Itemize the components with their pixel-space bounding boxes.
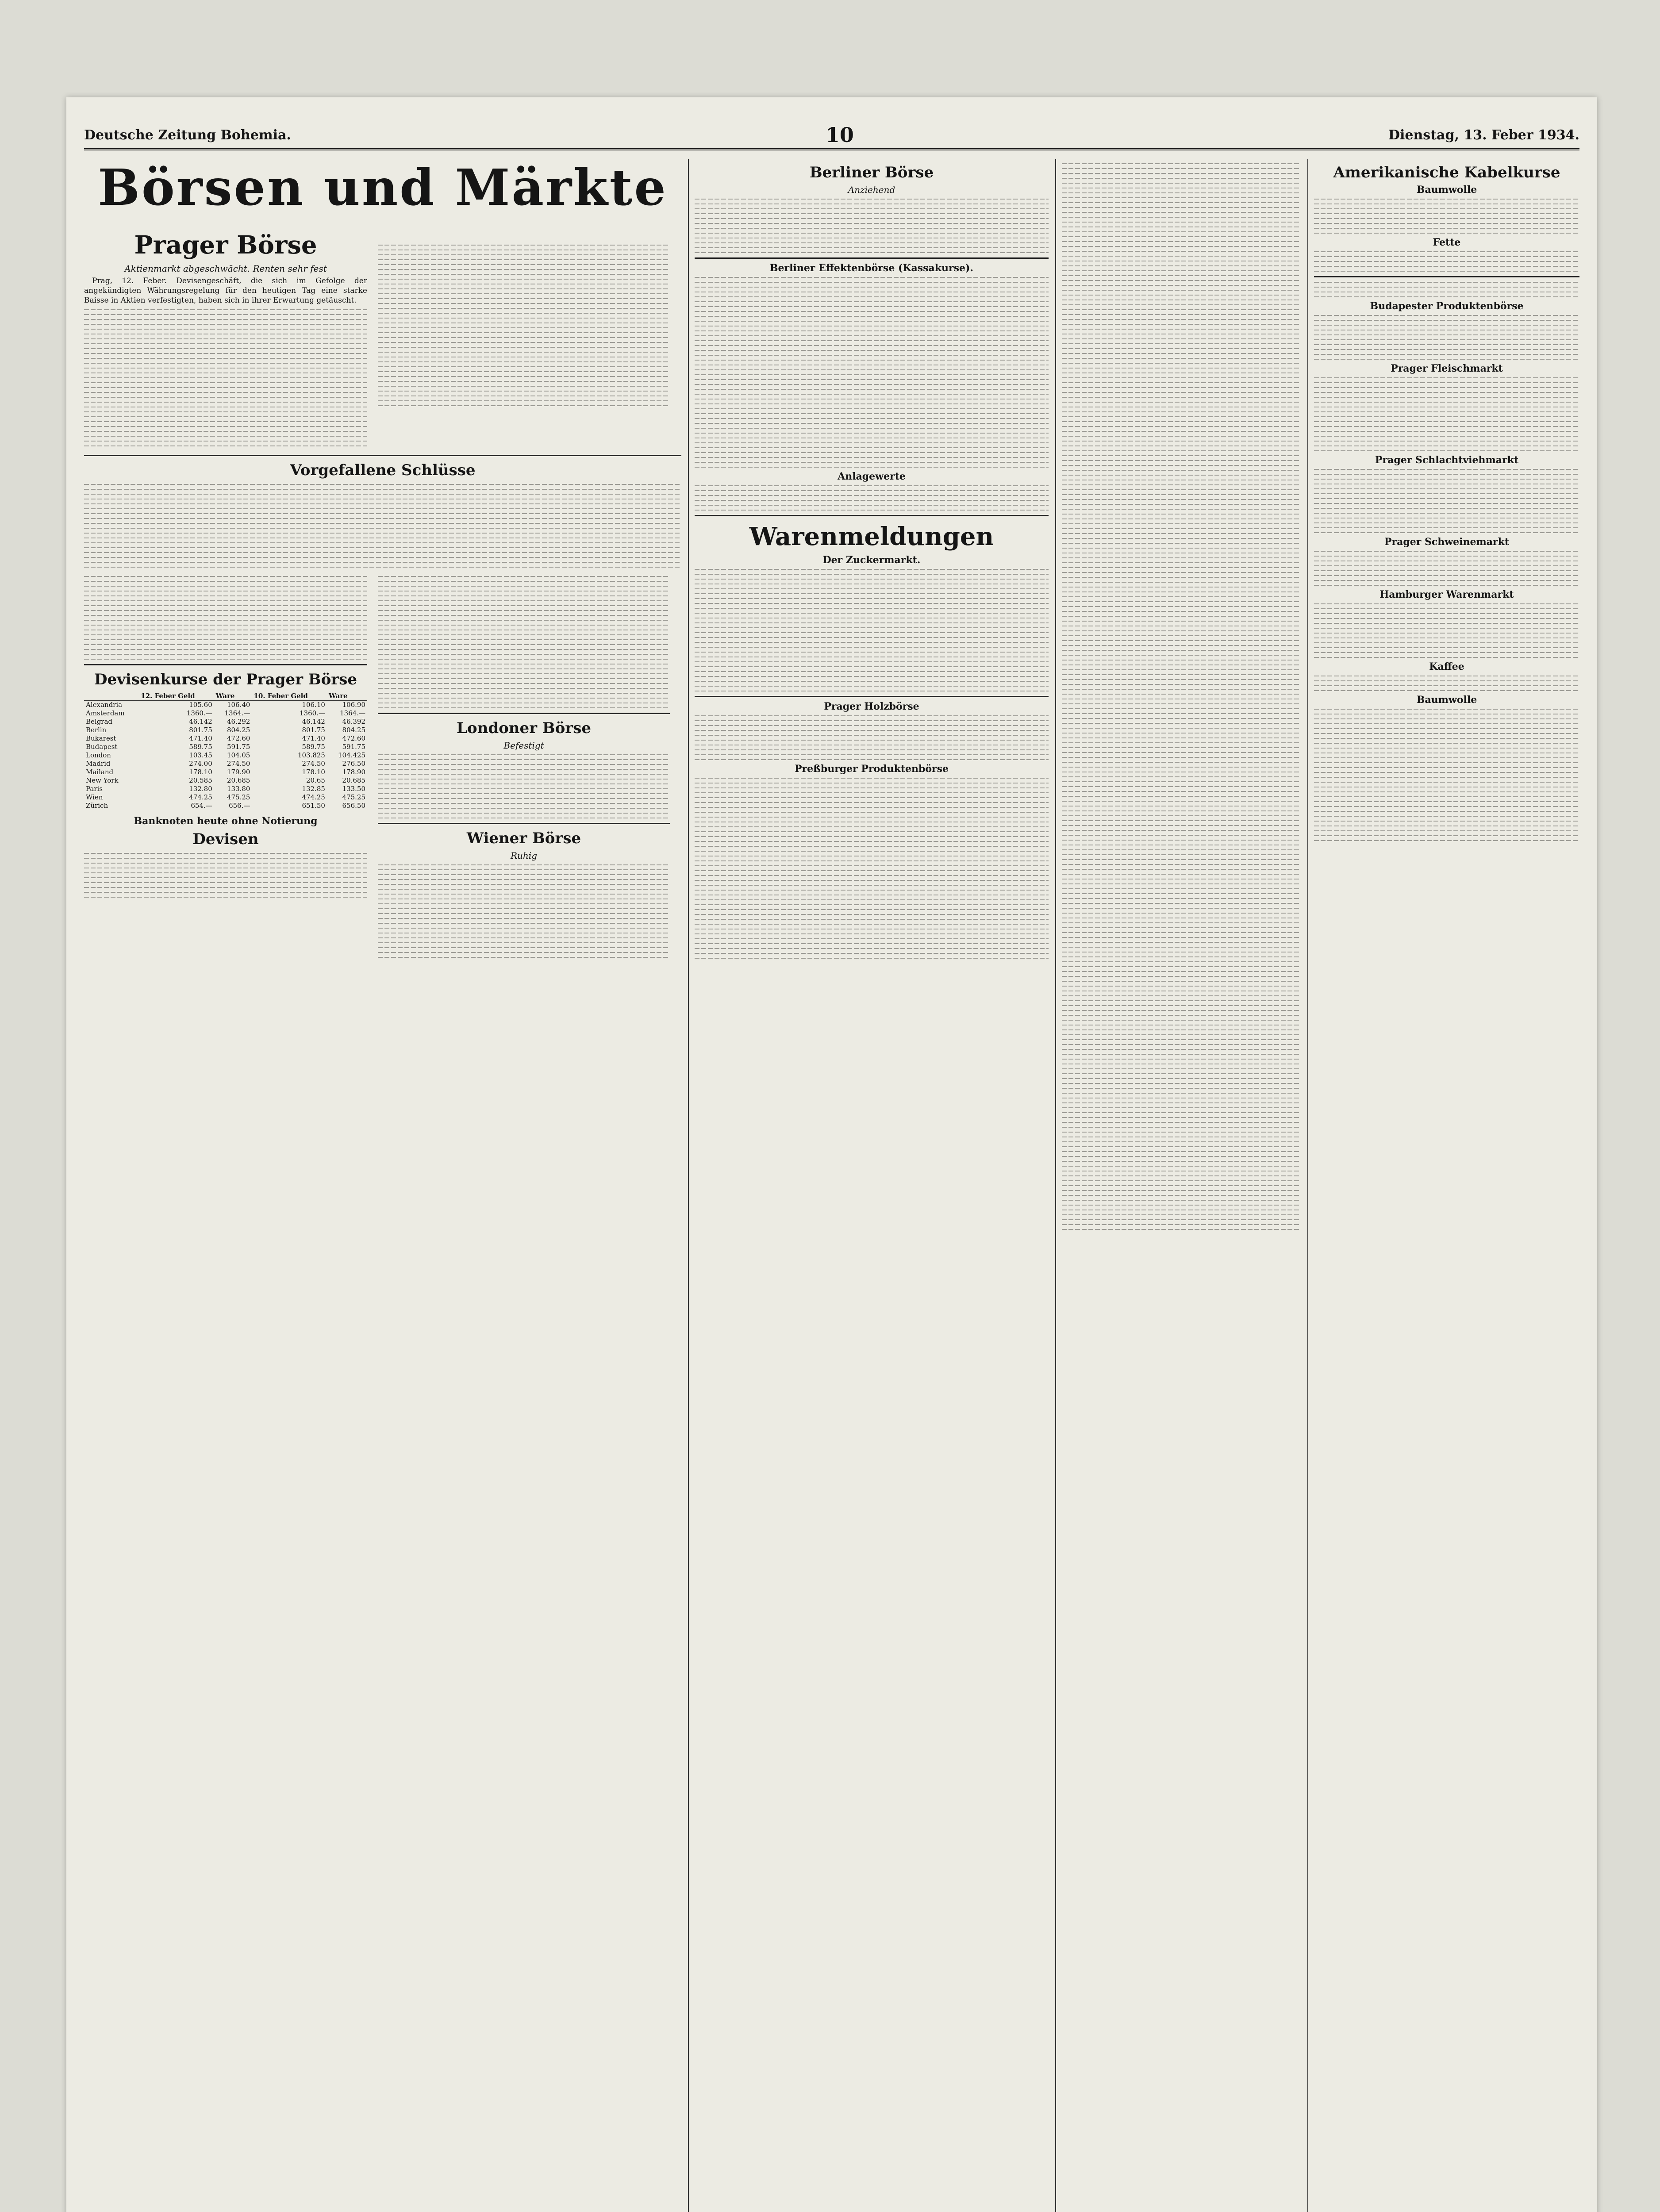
currency-name: Wien (86, 793, 103, 801)
column-rule (1307, 159, 1308, 2212)
currency-name: Madrid (86, 760, 111, 768)
rate-cell: 106.40 (227, 701, 250, 709)
table-row (84, 751, 367, 760)
banknoten-note: Banknoten heute ohne Notierung (134, 815, 318, 827)
page-number: 10 (825, 123, 854, 147)
table-row (84, 718, 367, 726)
currency-name: Bukarest (86, 734, 116, 742)
schweinemarkt-title: Prager Schweinemarkt (1384, 536, 1510, 548)
rate-cell: 472.60 (227, 734, 250, 742)
berlin-effekten-title: Berliner Effektenbörse (Kassakurse). (769, 262, 974, 274)
article-text (1314, 377, 1579, 451)
london-title: Londoner Börse (457, 719, 591, 737)
column-rule (1055, 159, 1056, 2212)
rate-cell: 1360.— (186, 709, 212, 717)
rate-cell: 589.75 (189, 743, 212, 751)
currency-name: London (86, 751, 111, 759)
fleischmarkt-title: Prager Fleischmarkt (1391, 363, 1503, 374)
running-header (84, 122, 1579, 150)
rate-cell: 1364.— (224, 709, 250, 717)
table-row (84, 743, 367, 751)
article-text (1314, 551, 1579, 586)
rate-cell: 651.50 (302, 802, 325, 810)
rate-cell: 589.75 (302, 743, 325, 751)
article-text (695, 778, 1049, 959)
article-text (378, 864, 670, 958)
divider (695, 257, 1049, 259)
table-row (84, 734, 367, 743)
schlachtvieh-title: Prager Schlachtviehmarkt (1375, 454, 1519, 466)
pressburg-title: Preßburger Produktenbörse (794, 763, 949, 775)
devisen-table (84, 692, 367, 810)
wien-title: Wiener Börse (466, 830, 581, 847)
rate-cell: 105.60 (189, 701, 212, 709)
berlin-anlage-title: Anlagewerte (838, 471, 906, 482)
rate-cell: 654.— (191, 802, 212, 810)
rate-cell: 471.40 (302, 734, 325, 742)
rate-cell: 103.825 (297, 751, 325, 759)
rate-cell: 804.25 (227, 726, 250, 734)
rate-cell: 801.75 (302, 726, 325, 734)
rate-cell: 178.10 (189, 768, 212, 776)
article-text (695, 485, 1049, 511)
budapest-title: Budapester Produktenbörse (1370, 300, 1524, 312)
article-text (695, 199, 1049, 253)
devisen2-title: Devisen (192, 830, 259, 848)
article-text (378, 245, 670, 406)
column-header: 12. Feber Geld (139, 692, 214, 701)
devisen-rows (84, 701, 367, 810)
header-right: Dienstag, 13. Feber 1934. (1388, 127, 1579, 143)
header-left: Deutsche Zeitung Bohemia. (84, 127, 291, 143)
rate-cell: 133.80 (227, 785, 250, 793)
hamburg-title: Hamburger Warenmarkt (1379, 589, 1514, 600)
wien-subtitle: Ruhig (510, 850, 538, 861)
table-row (84, 793, 367, 802)
rate-cell: 106.10 (302, 701, 325, 709)
quote-table (1314, 199, 1579, 234)
column-header: Ware (214, 692, 252, 701)
rate-cell: 475.25 (227, 793, 250, 801)
rate-cell: 471.40 (189, 734, 212, 742)
berlin-section (695, 159, 1049, 2212)
article-text (1314, 603, 1579, 658)
rate-cell: 179.90 (227, 768, 250, 776)
waren-title: Warenmeldungen (749, 522, 994, 551)
article-text (378, 576, 670, 708)
baumwolle2-title: Baumwolle (1416, 694, 1477, 706)
zucker-title: Der Zuckermarkt. (822, 554, 921, 566)
rate-cell: 20.685 (342, 776, 365, 784)
rate-cell: 20.65 (306, 776, 325, 784)
rate-cell: 276.50 (342, 760, 365, 768)
rate-cell: 178.90 (342, 768, 365, 776)
quote-table (695, 277, 1049, 468)
holzboerse-title: Prager Holzbörse (824, 701, 919, 712)
column-header: Ware (327, 692, 367, 701)
currency-name: Budapest (86, 743, 118, 751)
rate-cell: 104.425 (338, 751, 365, 759)
berlin-title: Berliner Börse (809, 164, 934, 181)
rate-cell: 20.685 (227, 776, 250, 784)
article-text (1314, 469, 1579, 533)
vorgefallene-schluesse-title: Vorgefallene Schlüsse (290, 461, 476, 479)
currency-name: Alexandria (86, 701, 123, 709)
rate-cell: 20.585 (189, 776, 212, 784)
quote-table (84, 484, 681, 568)
currency-name: Belgrad (86, 718, 113, 726)
table-row (84, 701, 367, 710)
rate-cell: 46.142 (302, 718, 325, 726)
main-title: Börsen und Märkte (98, 159, 668, 217)
table-row (84, 768, 367, 776)
rate-cell: 472.60 (342, 734, 365, 742)
rate-cell: 1364.— (340, 709, 365, 717)
kaffee-title: Kaffee (1429, 661, 1464, 672)
rate-cell: 46.292 (227, 718, 250, 726)
berlin-subtitle: Anziehend (848, 184, 895, 195)
rate-cell: 656.50 (342, 802, 365, 810)
currency-name: Berlin (86, 726, 107, 734)
divider (695, 515, 1049, 516)
rate-cell: 801.75 (189, 726, 212, 734)
rate-cell: 474.25 (302, 793, 325, 801)
rate-cell: 591.75 (227, 743, 250, 751)
currency-name: Amsterdam (86, 709, 125, 717)
rate-cell: 475.25 (342, 793, 365, 801)
fette-title: Fette (1433, 237, 1461, 248)
rate-cell: 178.10 (302, 768, 325, 776)
rate-cell: 474.25 (189, 793, 212, 801)
article-text (84, 853, 367, 898)
divider (378, 713, 670, 714)
article-text (1062, 163, 1301, 1230)
rate-cell: 656.— (229, 802, 250, 810)
article-text (695, 569, 1049, 691)
rate-cell: 274.50 (227, 760, 250, 768)
rate-cell: 103.45 (189, 751, 212, 759)
continuation-column (1062, 159, 1301, 2212)
article-text (695, 715, 1049, 760)
article-text (1314, 676, 1579, 691)
table-row (84, 785, 367, 793)
table-row (84, 802, 367, 810)
newspaper-page (66, 97, 1597, 2212)
prague-lead: Prag, 12. Feber. Devisengeschäft, die sich im Gefolge der angekündigten Währungsregelung für den heutigen Tag eine starke Baisse in Aktien verfestigten, haben sich in ihrer Erwartung getäuscht. (84, 276, 367, 305)
american-cable-section (1314, 159, 1579, 2212)
london-subtitle: Befestigt (503, 740, 544, 751)
article-text (1314, 282, 1579, 297)
rate-cell: 274.50 (302, 760, 325, 768)
divider (1314, 276, 1579, 277)
article-text (1314, 251, 1579, 272)
rate-cell: 132.85 (302, 785, 325, 793)
divider (378, 823, 670, 824)
column-header: 10. Feber Geld (252, 692, 327, 701)
currency-name: Mailand (86, 768, 114, 776)
rate-cell: 804.25 (342, 726, 365, 734)
rate-cell: 274.00 (189, 760, 212, 768)
rate-cell: 104.05 (227, 751, 250, 759)
article-text (84, 309, 367, 446)
table-row (84, 776, 367, 785)
table-row (84, 709, 367, 718)
rate-cell: 46.392 (342, 718, 365, 726)
currency-name: Paris (86, 785, 103, 793)
table-row (84, 726, 367, 734)
quote-table (1314, 709, 1579, 841)
article-text (378, 754, 670, 818)
rate-cell: 106.90 (342, 701, 365, 709)
divider (84, 664, 367, 665)
amerika-title: Amerikanische Kabelkurse (1333, 164, 1560, 181)
prague-title: Prager Börse (134, 230, 317, 260)
prague-subtitle: Aktienmarkt abgeschwächt. Renten sehr fest (124, 263, 327, 274)
rate-cell: 46.142 (189, 718, 212, 726)
column-rule (688, 159, 689, 2212)
baumwolle-title: Baumwolle (1416, 184, 1477, 196)
currency-name: Zürich (86, 802, 108, 810)
devisen-title: Devisenkurse der Prager Börse (94, 671, 357, 688)
prague-exchange-section (84, 226, 681, 2212)
currency-name: New York (86, 776, 119, 784)
table-row (84, 760, 367, 768)
article-text (1314, 315, 1579, 360)
rate-cell: 132.80 (189, 785, 212, 793)
article-text (84, 576, 367, 660)
divider (84, 455, 681, 456)
rate-cell: 1360.— (300, 709, 325, 717)
rate-cell: 133.50 (342, 785, 365, 793)
rate-cell: 591.75 (342, 743, 365, 751)
divider (695, 696, 1049, 697)
